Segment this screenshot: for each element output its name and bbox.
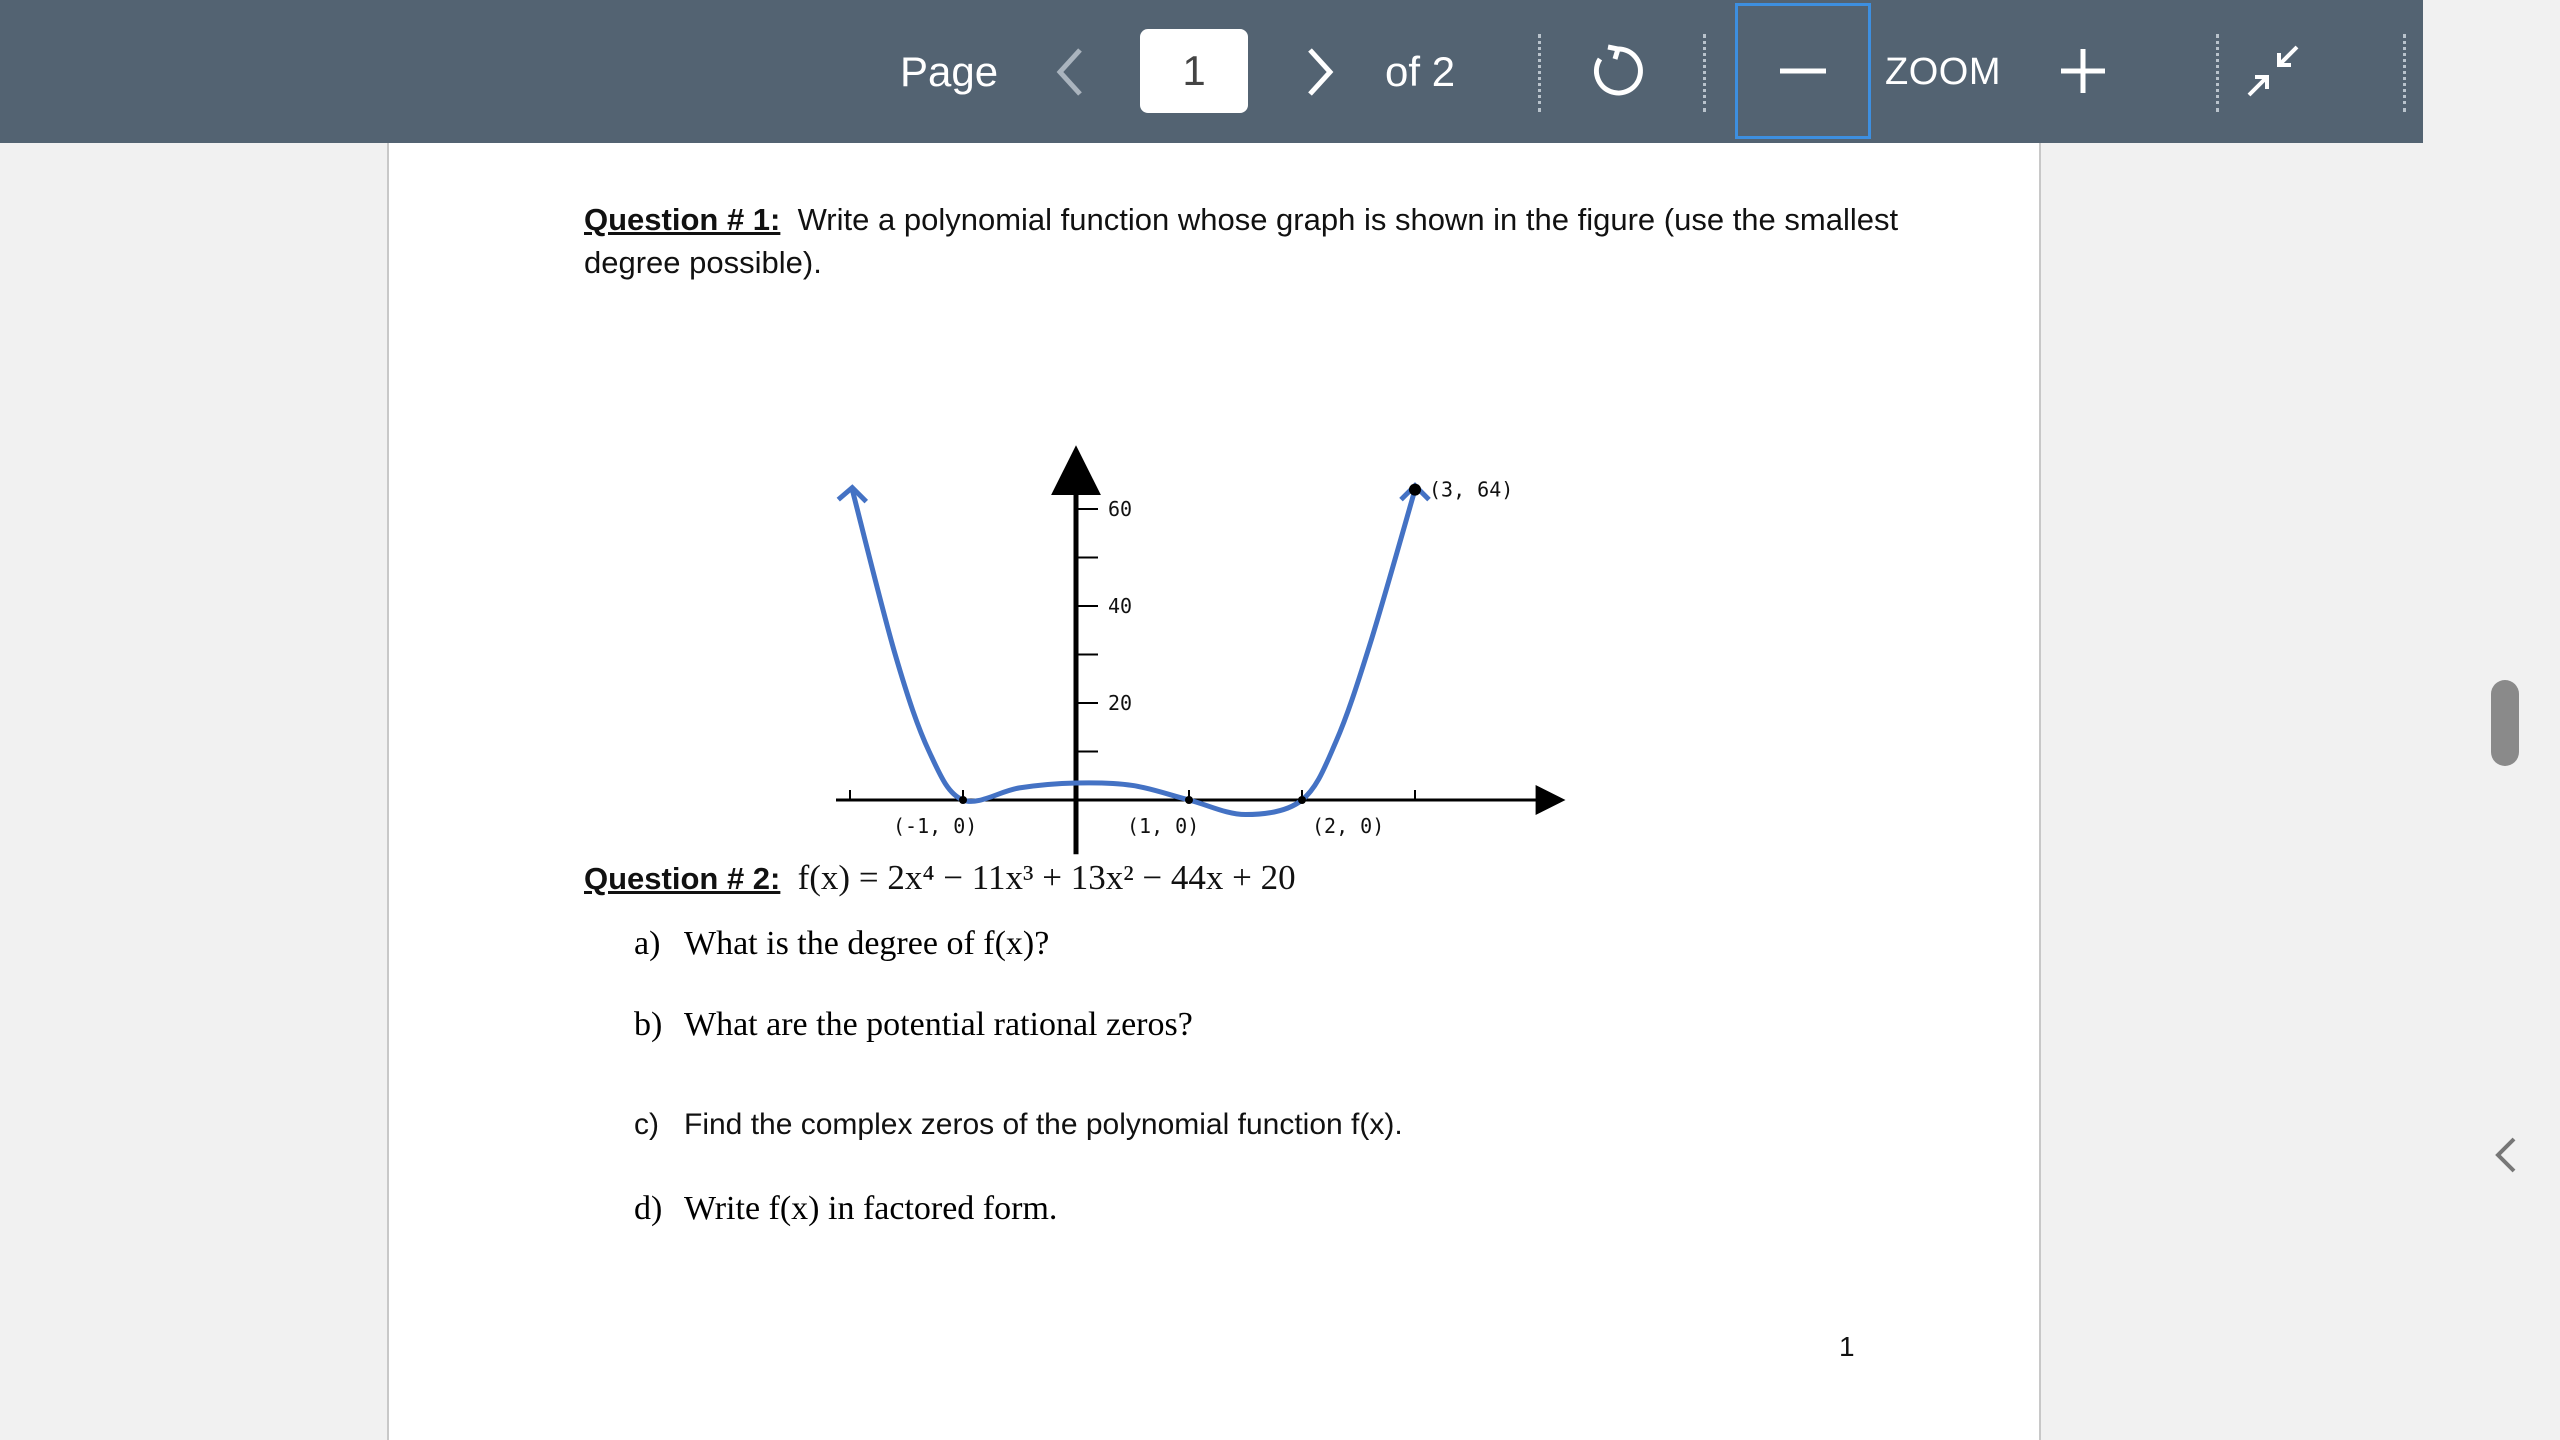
data-point: [1409, 484, 1421, 496]
question-2b-label: b): [634, 1006, 663, 1043]
polynomial-graph: [836, 303, 1616, 873]
question-2a-text: What is the degree of f(x)?: [684, 925, 1050, 962]
page-label: Page: [900, 48, 999, 95]
chevron-right-icon: [1300, 42, 1340, 102]
document-page: [387, 143, 2041, 1440]
zoom-out-button[interactable]: [1735, 3, 1871, 139]
next-page-button[interactable]: [1290, 36, 1350, 108]
minus-icon: [1778, 66, 1828, 76]
question-2a-label: a): [634, 925, 661, 962]
scrollbar-thumb[interactable]: [2491, 680, 2519, 766]
toolbar-divider: [2216, 34, 2219, 112]
question-2d-text: Write f(x) in factored form.: [684, 1190, 1058, 1227]
question-2c: [634, 1108, 1403, 1142]
page-number-input[interactable]: [1140, 29, 1248, 113]
toolbar-divider: [2403, 34, 2406, 112]
question-2c-text: Find the complex zeros of the polynomial function f(x).: [684, 1108, 1403, 1141]
plus-icon: [2058, 46, 2108, 96]
question-2-heading: Question # 2:: [584, 861, 781, 896]
question-2c-label: c): [634, 1108, 659, 1141]
zoom-in-button[interactable]: [2050, 38, 2116, 104]
toolbar: [0, 0, 2423, 143]
toolbar-divider: [1538, 34, 1541, 112]
data-point: [1298, 796, 1306, 804]
y-tick-label: 60: [1108, 497, 1133, 521]
side-panel-toggle[interactable]: [2486, 1130, 2526, 1180]
point-label: (2, 0): [1312, 814, 1385, 838]
question-1-text: Write a polynomial function whose graph is shown in the figure (use the smallest degree possible).: [584, 202, 1899, 280]
question-1-heading: Question # 1:: [584, 202, 781, 237]
chevron-left-icon: [1050, 42, 1090, 102]
question-1: [584, 198, 1904, 284]
point-label: (-1, 0): [893, 814, 978, 838]
y-tick-label: 20: [1108, 691, 1133, 715]
question-2b-text: What are the potential rational zeros?: [684, 1006, 1193, 1043]
page-number: 1: [1839, 1331, 1855, 1362]
question-2d-label: d): [634, 1190, 663, 1227]
fit-page-button[interactable]: [2240, 38, 2306, 104]
data-point: [959, 796, 967, 804]
previous-page-button[interactable]: [1040, 36, 1100, 108]
rotate-icon: [1588, 41, 1648, 101]
data-point: [1185, 796, 1193, 804]
question-2: [584, 856, 1296, 900]
page-count-label: of 2: [1385, 48, 1456, 95]
point-label: (3, 64): [1429, 477, 1514, 502]
question-2a: [634, 925, 1049, 963]
point-label: (1, 0): [1127, 814, 1200, 838]
question-2d: [634, 1190, 1057, 1228]
polynomial-curve: [852, 490, 1415, 815]
toolbar-divider: [1703, 34, 1706, 112]
zoom-label: ZOOM: [1885, 50, 2001, 93]
question-2-function: f(x) = 2x⁴ − 11x³ + 13x² − 44x + 20: [797, 858, 1296, 897]
collapse-arrows-icon: [2245, 43, 2301, 99]
question-2b: [634, 1006, 1193, 1044]
y-tick-label: 40: [1108, 594, 1133, 618]
chevron-left-icon: [2494, 1135, 2518, 1175]
reset-view-button[interactable]: [1585, 38, 1651, 104]
